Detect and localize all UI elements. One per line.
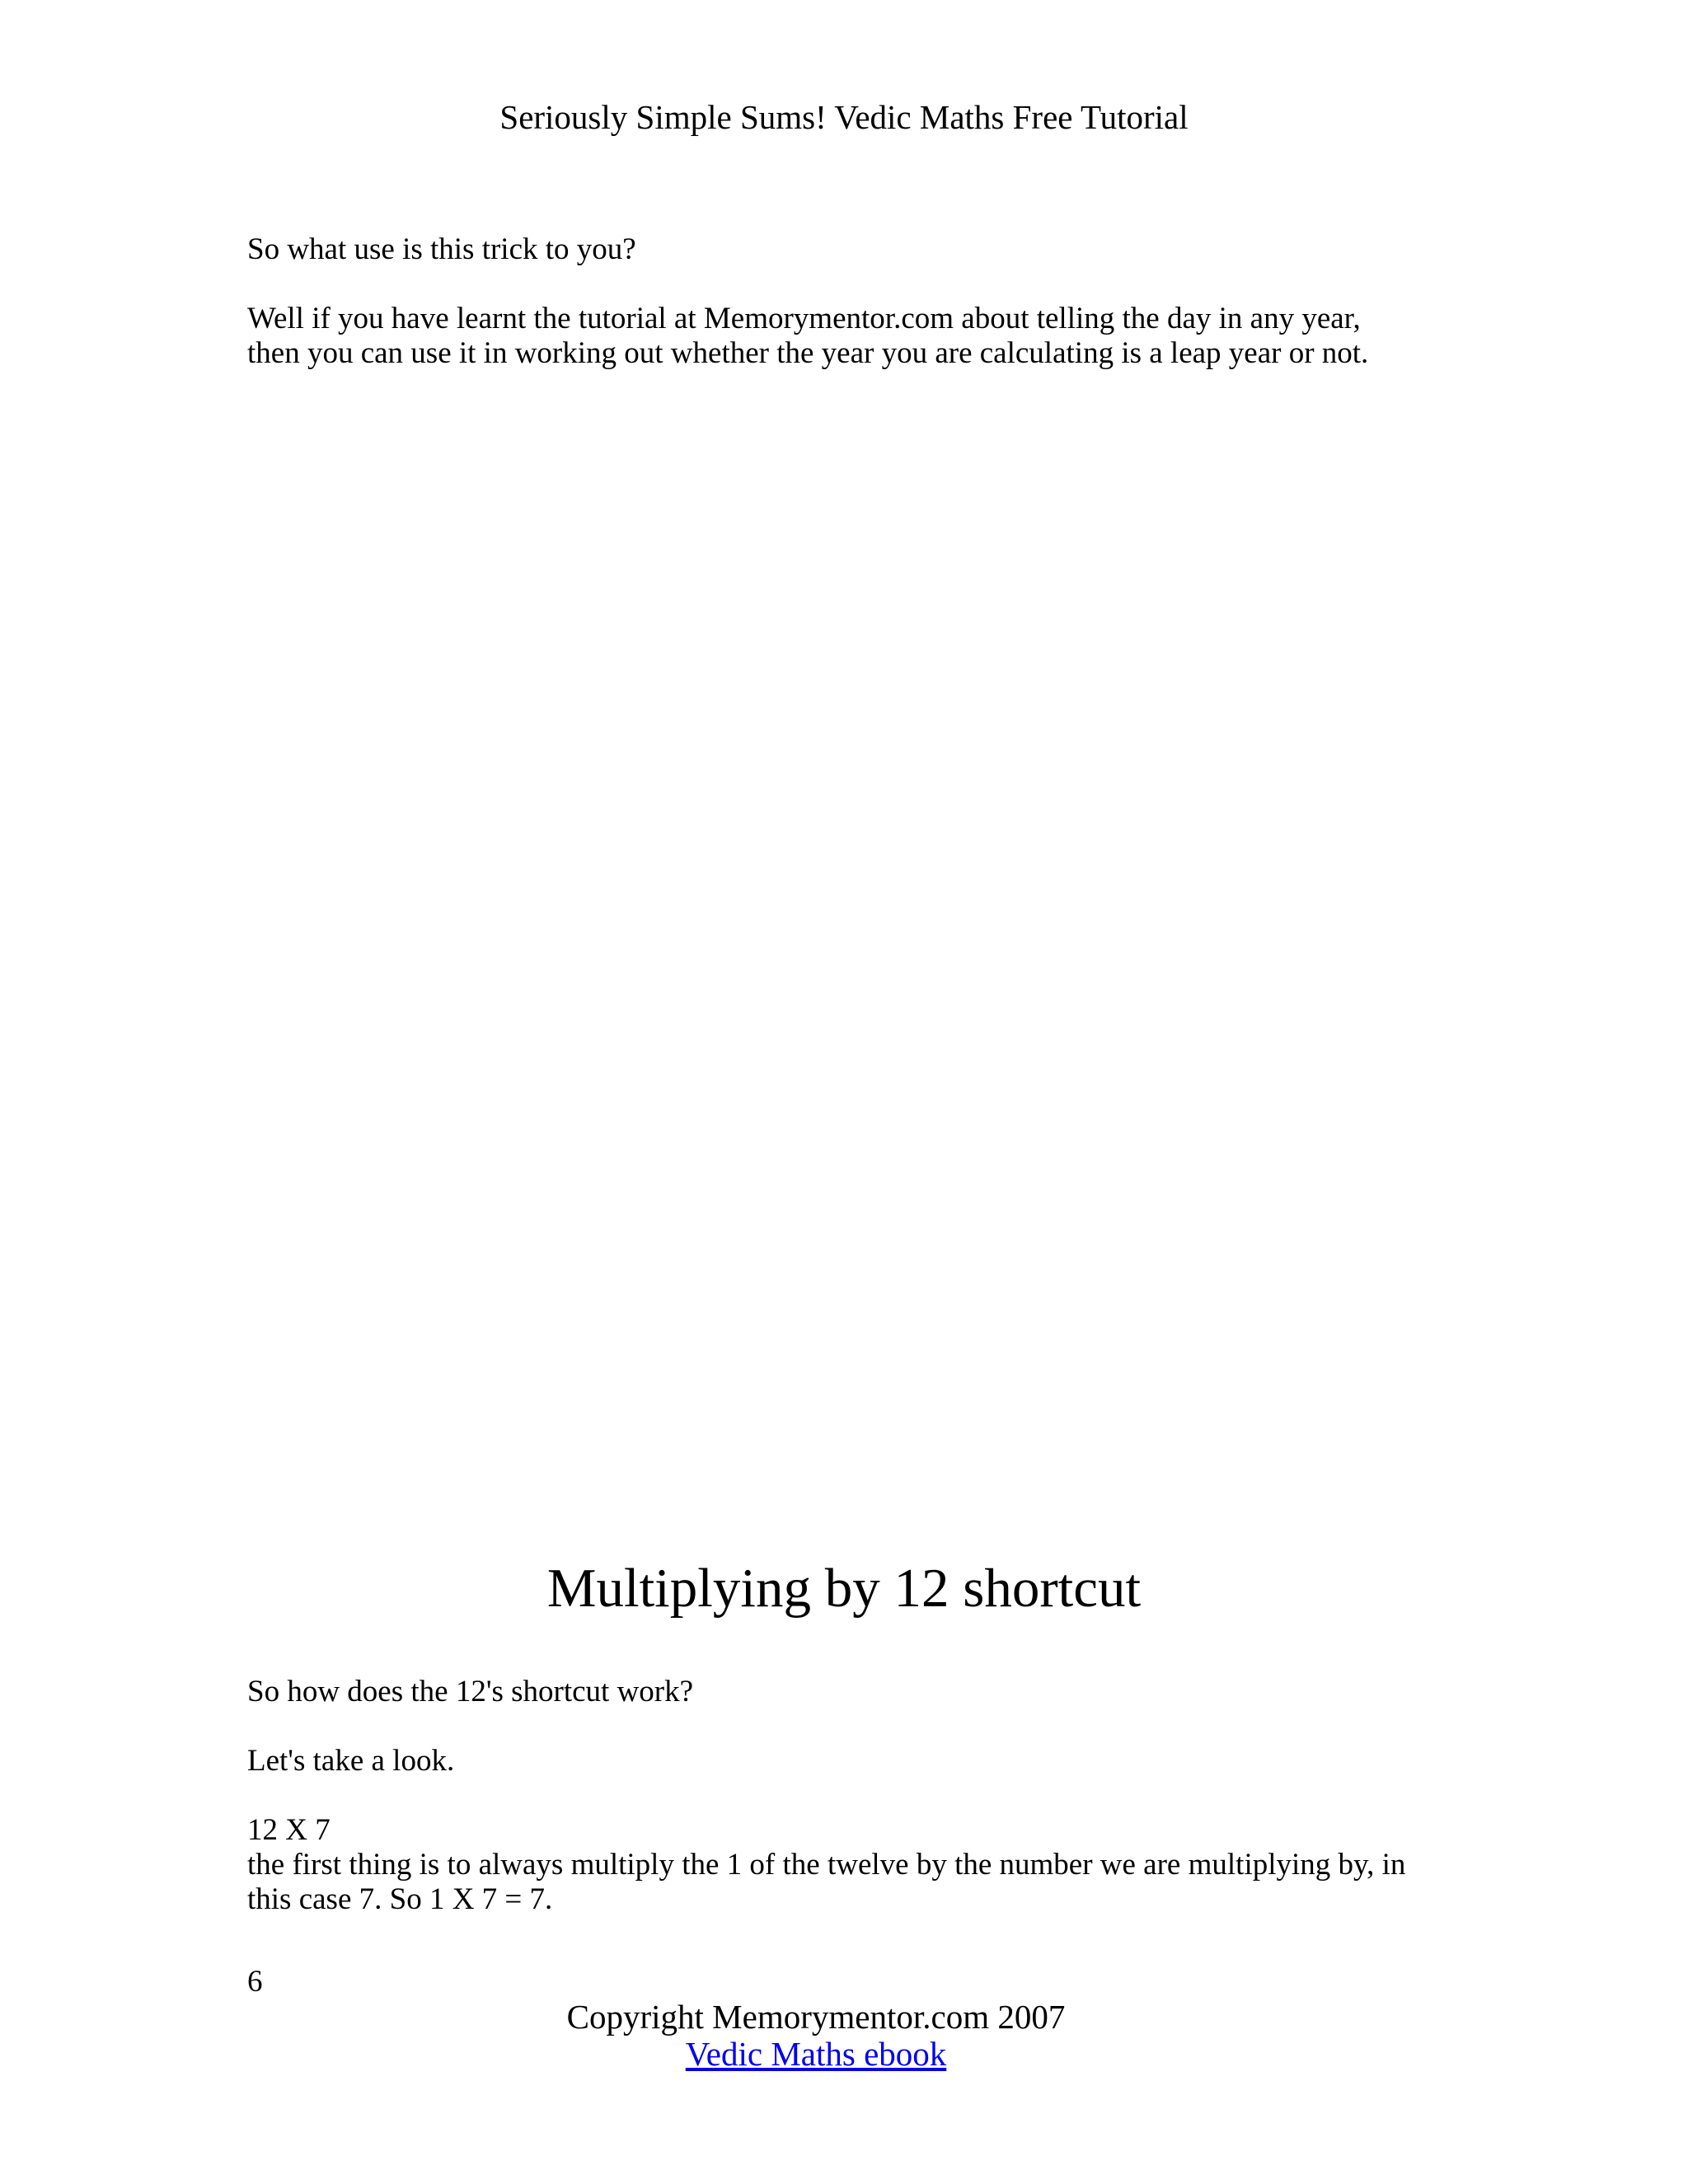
explanation-paragraph: the first thing is to always multiply the 1 of the twelve by the number we are multiplying by, in this case 7. So 1 X 7 = 7. bbox=[247, 1848, 1406, 1916]
page-footer bbox=[0, 1999, 1632, 2073]
example-line: 12 X 7 bbox=[247, 1813, 331, 1847]
vedic-maths-ebook-link[interactable]: Vedic Maths ebook bbox=[685, 2035, 947, 2073]
question-paragraph: So what use is this trick to you? bbox=[247, 232, 636, 266]
page-number: 6 bbox=[247, 1965, 263, 1999]
section-heading: Multiplying by 12 shortcut bbox=[546, 1558, 1142, 1619]
page-header-title: Seriously Simple Sums! Vedic Maths Free Tutorial bbox=[499, 98, 1189, 136]
intro-paragraph: So how does the 12's shortcut work? bbox=[247, 1675, 694, 1708]
prompt-paragraph: Let's take a look. bbox=[247, 1744, 455, 1778]
answer-paragraph: Well if you have learnt the tutorial at Memorymentor.com about telling the day in any year, then you can use it in working out whether the year you are calculating is a leap year or not. bbox=[247, 302, 1369, 370]
copyright-text: Copyright Memorymentor.com 2007 bbox=[566, 1998, 1066, 2036]
